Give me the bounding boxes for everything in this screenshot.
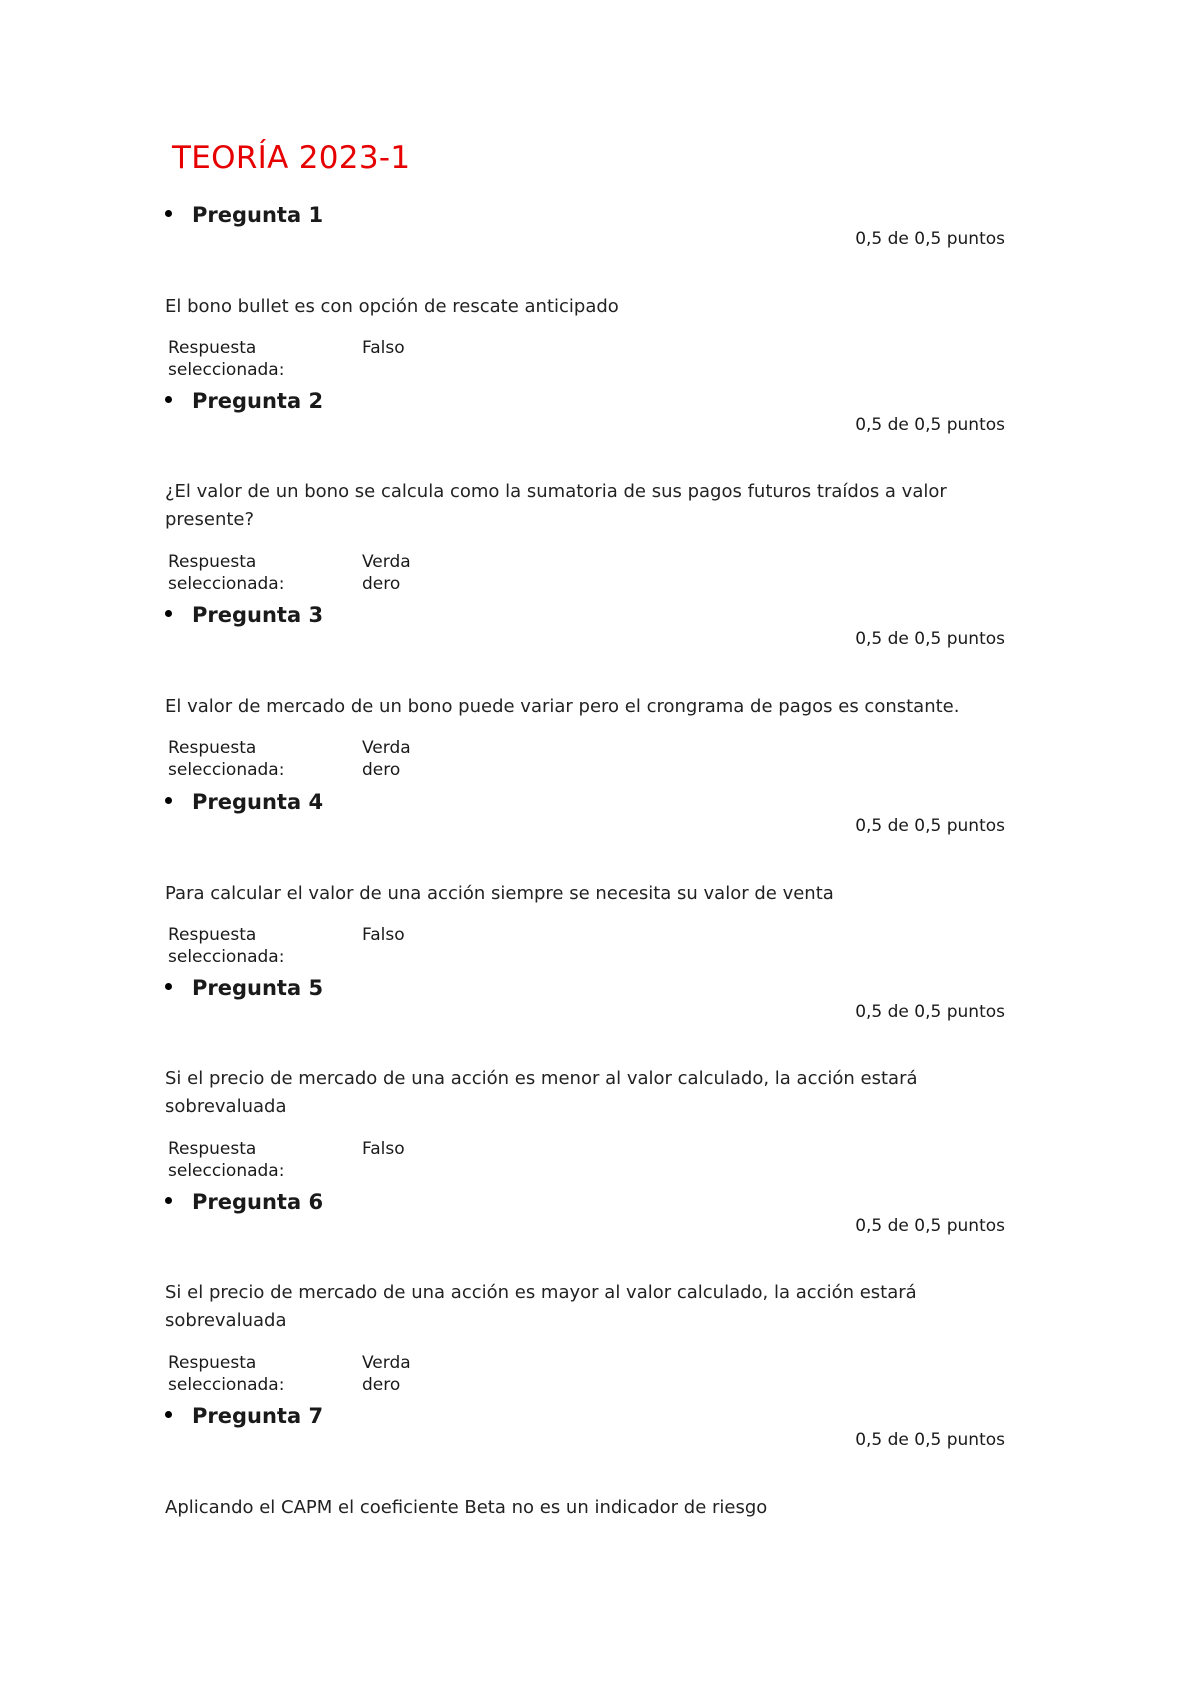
- question-text: El valor de mercado de un bono puede variar pero el crongrama de pagos es constante.: [165, 696, 960, 717]
- question-points: 0,5 de 0,5 puntos: [855, 229, 1005, 249]
- answer-label: Respuesta seleccionada:: [168, 925, 285, 967]
- question-block: [0, 603, 1200, 780]
- question-heading: [165, 203, 323, 227]
- answer-value: Falso: [362, 338, 405, 358]
- bullet-icon: [165, 610, 172, 617]
- answer-value: Verdadero: [362, 1353, 411, 1395]
- bullet-icon: [165, 210, 172, 217]
- bullet-icon: [165, 396, 172, 403]
- question-points: 0,5 de 0,5 puntos: [855, 1430, 1005, 1450]
- question-label: Pregunta 3: [192, 603, 324, 627]
- answer-value: Falso: [362, 925, 405, 945]
- question-block: [0, 203, 1200, 380]
- question-block: [0, 790, 1200, 967]
- question-heading: [165, 790, 323, 814]
- question-label: Pregunta 5: [192, 976, 324, 1000]
- answer-label: Respuesta seleccionada:: [168, 552, 285, 594]
- question-text: Si el precio de mercado de una acción es mayor al valor calculado, la acción estará sobrevaluada: [165, 1282, 917, 1331]
- bullet-icon: [165, 1197, 172, 1204]
- question-points: 0,5 de 0,5 puntos: [855, 1002, 1005, 1022]
- question-heading: [165, 976, 323, 1000]
- question-text: ¿El valor de un bono se calcula como la sumatoria de sus pagos futuros traídos a valor presente?: [165, 481, 947, 530]
- answer-label: Respuesta seleccionada:: [168, 738, 285, 780]
- question-block: [0, 1190, 1200, 1395]
- question-points: 0,5 de 0,5 puntos: [855, 629, 1005, 649]
- page-title: TEORÍA 2023-1: [172, 140, 411, 176]
- answer-value: Falso: [362, 1139, 405, 1159]
- question-text: El bono bullet es con opción de rescate anticipado: [165, 296, 619, 317]
- question-points: 0,5 de 0,5 puntos: [855, 816, 1005, 836]
- question-points: 0,5 de 0,5 puntos: [855, 1216, 1005, 1236]
- question-label: Pregunta 7: [192, 1404, 324, 1428]
- answer-value: Verdadero: [362, 552, 411, 594]
- bullet-icon: [165, 1411, 172, 1418]
- question-label: Pregunta 6: [192, 1190, 324, 1214]
- answer-label: Respuesta seleccionada:: [168, 1353, 285, 1395]
- question-heading: [165, 389, 323, 413]
- question-heading: [165, 603, 323, 627]
- question-points: 0,5 de 0,5 puntos: [855, 415, 1005, 435]
- question-text: Aplicando el CAPM el coeficiente Beta no es un indicador de riesgo: [165, 1497, 768, 1518]
- bullet-icon: [165, 983, 172, 990]
- question-heading: [165, 1404, 323, 1428]
- question-block: [0, 1404, 1200, 1518]
- question-text: Si el precio de mercado de una acción es menor al valor calculado, la acción estará sobrevaluada: [165, 1068, 918, 1117]
- bullet-icon: [165, 797, 172, 804]
- question-label: Pregunta 1: [192, 203, 324, 227]
- answer-label: Respuesta seleccionada:: [168, 338, 285, 380]
- answer-label: Respuesta seleccionada:: [168, 1139, 285, 1181]
- question-text: Para calcular el valor de una acción siempre se necesita su valor de venta: [165, 883, 834, 904]
- question-label: Pregunta 4: [192, 790, 324, 814]
- question-heading: [165, 1190, 323, 1214]
- question-label: Pregunta 2: [192, 389, 324, 413]
- answer-value: Verdadero: [362, 738, 411, 780]
- question-block: [0, 976, 1200, 1181]
- question-block: [0, 389, 1200, 594]
